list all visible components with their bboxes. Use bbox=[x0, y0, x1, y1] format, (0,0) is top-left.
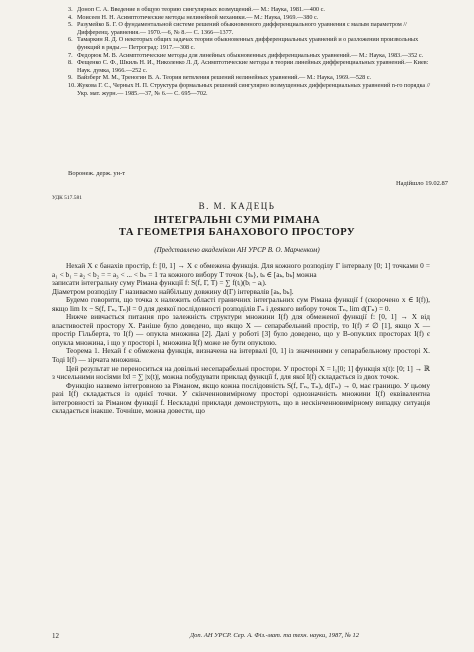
article-author: В. М. КАДЕЦЬ bbox=[198, 201, 276, 211]
title-line: ТА ГЕОМЕТРІЯ БАНАХОВОГО ПРОСТОРУ bbox=[118, 227, 356, 238]
reference-number: 9. bbox=[68, 74, 73, 82]
article-body bbox=[52, 262, 430, 416]
reference-item bbox=[68, 21, 440, 36]
reference-list bbox=[68, 6, 440, 97]
paragraph: Теорема 1. Нехай f є обмежена функція, визначена на інтервалі [0, 1] із значеннями у сепарабельному просторі X. Тоді I(f) — зірчата множина. bbox=[52, 346, 430, 365]
reference-text: Жукова Г. С., Черных Н. П. Структура формальных решений сингулярно возмущенных дифференциальных уравнений n-го порядка // Укр. мат. журн.— 1985.—37, № 6.— С. 695—702. bbox=[77, 81, 431, 97]
reference-item bbox=[68, 52, 440, 60]
received-date: Надійшло 19.02.87 bbox=[395, 180, 448, 187]
paragraph: Будемо говорити, що точка x належить області граничних інтегральних сум Рімана функції f (скорочено x ∈ I(f)), якщо lim ‖x − S(f, Γₙ, Tₙ)‖ = 0 для деякої послідовності розподілів Γₙ і деякого вибору точок Tₙ, lim d(Γₙ) = 0. bbox=[52, 295, 430, 313]
reference-item bbox=[68, 6, 440, 14]
paragraph: Нижче вивчається питання про залежність структури множини I(f) для обмеженої функції f: [0, 1] → X від властивостей простору X. Раніше було доведено, що якщо X — сепарабельний простір, то I(f) ≠ ∅ [1], якщо X — простір Гільберта, то I(f) — опукла множина [2]. Далі у роботі [3] було доведено, що у B-опуклих просторах I(f) є опукла множина, і що у просторі l₁ множина I(f) може не бути опуклою. bbox=[52, 312, 430, 347]
reference-number: 3. bbox=[68, 6, 73, 13]
reference-text: Разумейко Б. Г. О фундаментальной системе решений обыкновенного дифференциального уравнения с малым параметром // Дифференц. уравнения.— 1970.—6, № 8.— С. 1366—1377. bbox=[77, 21, 407, 36]
reference-text: Фещенко С. Ф., Шкиль Н. И., Николенко Л. Д. Асимптотические методы в теории линейных дифференциальных уравнений.— Киев: Наук. думка, 1966.—252 с. bbox=[77, 59, 429, 74]
reference-number: 5. bbox=[68, 21, 73, 29]
reference-text: Моисеев Н. Н. Асимптотические методы нелинейной механики.— М.: Наука, 1969.—380 с. bbox=[77, 13, 319, 21]
paragraph: Функцію назвемо інтегровною за Ріманом, якщо кожна послідовність S(f, Γₙ, Tₙ), d(Γₙ) → 0, має границю. У цьому разі I(f) складається із однієї точки. У скінченновимірному просторі однозначність множини I(f) еквівалентна інтегровності за Ріманом функції f. Нескладні приклади демонструють, що в нескінченновимірному випадку ситуація складається інакше. Точніше, можна довести, що bbox=[52, 380, 430, 416]
reference-text: Вайзберг М. М., Треногин В. А. Теория ветвления решений нелинейных уравнений.— М.: Наука, 1969.—528 с. bbox=[77, 74, 372, 82]
reference-item bbox=[68, 14, 440, 22]
reference-text: Доноп С. А. Введение в общую теорию сингулярных возмущений.— М.: Наука, 1981.—400 с. bbox=[77, 6, 325, 13]
institution: Воронеж. держ. ун-т bbox=[68, 170, 126, 177]
reference-number: 8. bbox=[68, 59, 73, 67]
presented-by: (Представлено академіком АН УРСР В. О. Марченком) bbox=[154, 246, 320, 254]
reference-item bbox=[68, 59, 440, 74]
article-title bbox=[0, 215, 474, 239]
reference-text: Тамаркин Я. Д. О некоторых общих задачах теории обыкновенных дифференциальных уравнений и о разложении произвольных функций в ряды.— Петроград: 1917.—308 с. bbox=[77, 36, 419, 51]
paragraph: Цей результат не переноситься на довільні несепарабельні простори. У просторі X = l₁[0; 1] функція x(t): [0; 1] → ℝ з чисельними носіями ‖x‖ = ∑ |x(t)|, можна побудувати приклад функції f, для якої I(f) складається із двох точок. bbox=[52, 363, 430, 382]
udk-code: УДК 517.581 bbox=[52, 195, 83, 201]
paragraph: Діаметром розподілу Γ називаємо найбільшу довжину d(Γ) інтервалів [aₖ, bₖ]. bbox=[52, 286, 294, 296]
title-line: ІНТЕГРАЛЬНІ СУМИ РІМАНА bbox=[153, 215, 321, 226]
reference-text: Федорюк М. В. Асимптотические методы для линейных обыкновенных дифференциальных уравнений.— М.: Наука, 1983.—352 с. bbox=[77, 51, 424, 59]
reference-item bbox=[68, 36, 440, 51]
reference-number: 6. bbox=[68, 36, 73, 44]
reference-number: 10. bbox=[68, 81, 76, 89]
reference-item bbox=[68, 82, 440, 97]
reference-item bbox=[68, 74, 440, 82]
journal-citation: Доп. АН УРСР. Сер. А. Фіз.-мат. та техн. науки, 1987, № 12 bbox=[190, 632, 360, 639]
reference-number: 7. bbox=[68, 51, 73, 59]
paragraph: записати інтегральну суму Рімана функції f: S(f, Γ, T) = ∑ f(tᵢ)(bᵢ − aᵢ). bbox=[52, 278, 267, 288]
previous-article-footer bbox=[68, 170, 448, 187]
page-number: 12 bbox=[52, 632, 59, 640]
paragraph: Нехай X є банахів простір, f: [0, 1] → X є обмежена функція. Для кожного розподілу Γ інтервалу [0; 1] точками 0 = a₁ < b₁ = a₂ < b₂ = = a₃ < ... < bₙ = 1 та кожного вибору T точок {tₖ}, tₖ ∈ [aₖ, bₖ] можна bbox=[52, 261, 430, 279]
reference-number: 4. bbox=[68, 13, 73, 21]
